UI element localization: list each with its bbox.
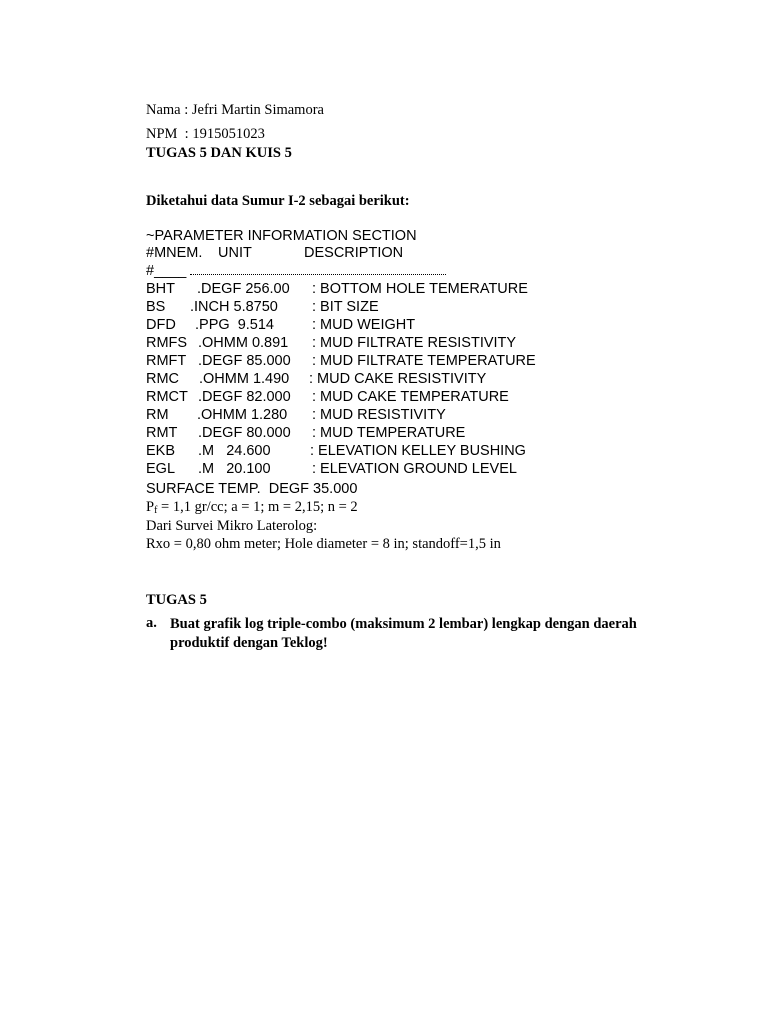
param-description: : ELEVATION KELLEY BUSHING [310, 443, 526, 459]
pf-line [146, 498, 358, 516]
param-unit-value: .PPG 9.514 [195, 317, 274, 333]
param-description: : MUD FILTRATE TEMPERATURE [312, 353, 536, 369]
param-unit-value: .OHMM 1.280 [197, 407, 288, 423]
param-unit-value: .DEGF 256.00 [197, 281, 290, 297]
param-description: : MUD CAKE RESISTIVITY [309, 371, 487, 387]
param-mnem: DFD [146, 317, 176, 333]
param-mnem: RMT [146, 425, 178, 441]
param-description: : ELEVATION GROUND LEVEL [312, 461, 517, 477]
param-mnem: RMC [146, 371, 180, 387]
param-mnem: EKB [146, 443, 176, 459]
param-mnem: RMFS [146, 335, 188, 351]
column-header-mnem: #MNEM. [146, 245, 203, 261]
column-header-description: DESCRIPTION [304, 245, 404, 261]
param-unit-value: .M 20.100 [198, 461, 271, 477]
param-unit-value: .OHMM 0.891 [198, 335, 289, 351]
param-section-heading: ~PARAMETER INFORMATION SECTION [146, 228, 417, 244]
surface-temp: SURFACE TEMP. DEGF 35.000 [146, 481, 358, 497]
param-mnem: EGL [146, 461, 176, 477]
student-npm: NPM : 1915051023 [146, 126, 265, 142]
param-unit-value: .DEGF 80.000 [198, 425, 291, 441]
column-header-unit: UNIT [218, 245, 252, 261]
hash-line: #____ [146, 263, 187, 279]
param-description: : BOTTOM HOLE TEMERATURE [312, 281, 528, 297]
param-description: : MUD TEMPERATURE [312, 425, 466, 441]
param-unit-value: .INCH 5.8750 [190, 299, 278, 315]
pf-symbol: P [146, 499, 155, 515]
param-unit-value: .OHMM 1.490 [199, 371, 290, 387]
param-mnem: RMFT [146, 353, 187, 369]
list-item: Buat grafik log triple-combo (maksimum 2 lembar) lengkap dengan daerah produktif dengan Teklog! [170, 616, 637, 651]
intro-text: Diketahui data Sumur I-2 sebagai berikut: [146, 193, 410, 209]
pf-values: = 1,1 gr/cc; a = 1; m = 2,15; n = 2 [157, 499, 358, 515]
param-unit-value: .M 24.600 [198, 443, 271, 459]
param-unit-value: .DEGF 85.000 [198, 353, 291, 369]
survey-line: Dari Survei Mikro Laterolog: [146, 518, 318, 534]
param-description: : MUD CAKE TEMPERATURE [312, 389, 509, 405]
param-mnem: BHT [146, 281, 175, 297]
param-mnem: RM [146, 407, 169, 423]
dotted-separator [190, 274, 446, 275]
param-description: : MUD WEIGHT [312, 317, 416, 333]
param-mnem: RMCT [146, 389, 188, 405]
param-unit-value: .DEGF 82.000 [198, 389, 291, 405]
rxo-line: Rxo = 0,80 ohm meter; Hole diameter = 8 in; standoff=1,5 in [146, 536, 501, 552]
param-description: : MUD RESISTIVITY [312, 407, 446, 423]
pf-subscript: f [154, 505, 158, 516]
tugas-heading: TUGAS 5 [146, 592, 207, 608]
document-title: TUGAS 5 DAN KUIS 5 [146, 145, 292, 161]
list-marker: a. [146, 615, 157, 631]
param-description: : BIT SIZE [312, 299, 379, 315]
param-mnem: BS [146, 299, 166, 315]
student-name: Nama : Jefri Martin Simamora [146, 102, 324, 118]
param-description: : MUD FILTRATE RESISTIVITY [312, 335, 517, 351]
